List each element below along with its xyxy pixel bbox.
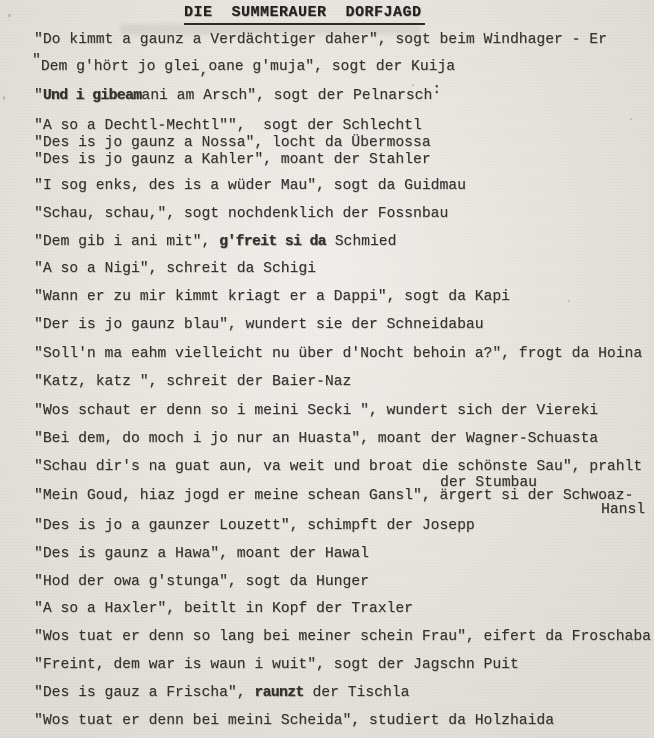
text-line [34, 347, 642, 362]
text-segment: "Wann er zu mir kimmt kriagt er a Dappi", sogt da Kapi [34, 289, 510, 305]
text-line [32, 53, 456, 79]
text-line [34, 404, 598, 419]
text-segment: "Do kimmt a gaunz a Verdächtiger daher", sogt beim Windhager - Er [34, 32, 607, 48]
text-segment: " [34, 88, 43, 104]
text-segment: der Stumbau [440, 475, 537, 491]
text-line [34, 602, 413, 617]
text-segment: Dem g'hört jo glei [40, 59, 200, 75]
text-line [34, 714, 554, 729]
text-segment: oane g'muja", sogt der Kuija [208, 59, 456, 75]
text-line [34, 658, 519, 673]
text-segment: "Wos schaut er denn so i meini Secki ", wundert sich der Viereki [34, 403, 599, 419]
text-segment: "A so a Haxler", beitlt in Kopf der Traxler [34, 601, 413, 617]
text-segment: "Mein Goud, hiaz jogd er meine schean Gansl", ärgert si der Schwoaz- [34, 488, 634, 504]
text-line [34, 153, 431, 168]
text-line [34, 33, 607, 48]
text-line [34, 432, 598, 447]
text-segment: "Katz, katz ", schreit der Baier-Naz [34, 374, 352, 390]
text-segment: "Des is gaunz a Hawa", moant der Hawal [34, 546, 369, 562]
text-segment: "Des is jo gaunz a Kahler", moant der Stahler [34, 152, 431, 168]
text-segment: "Des is gauz a Frischa", [34, 685, 255, 701]
scan-speck [412, 84, 414, 86]
text-segment: "Hod der owa g'stunga", sogt da Hunger [34, 574, 369, 590]
text-segment: der Tischla [303, 685, 410, 701]
text-segment: "Des is jo a gaunzer Louzett", schimpft der Josepp [34, 518, 475, 534]
text-line [34, 179, 466, 194]
text-line [34, 460, 642, 475]
text-line [34, 82, 442, 104]
text-line [34, 207, 448, 222]
text-line [34, 290, 510, 305]
text-segment: "Soll'n ma eahm vielleicht nu über d'Nocht behoin a?", frogt da Hoina [34, 346, 643, 362]
text-line [34, 235, 396, 250]
text-segment: " [32, 53, 41, 69]
text-line [34, 686, 409, 701]
text-line [34, 119, 422, 134]
text-segment: "Wos tuat er denn bei meini Scheida", studiert da Holzhaida [34, 713, 555, 729]
text-line [34, 375, 351, 390]
text-line [34, 547, 369, 562]
text-line [34, 318, 484, 333]
text-segment: "Freint, dem war is waun i wuit", sogt der Jagschn Puit [34, 657, 519, 673]
text-segment: "A so a Dechtl-Mechtl"", sogt der Schlechtl [34, 118, 422, 134]
text-segment: raunzt [254, 685, 304, 701]
text-segment: Hansl [601, 502, 646, 518]
text-line [34, 575, 369, 590]
text-segment: "Des is jo gaunz a Nossa", locht da Übermossa [34, 135, 431, 151]
text-line [34, 136, 431, 151]
text-line [34, 519, 475, 534]
text-segment: Und i gibeam [42, 88, 142, 104]
text-segment: "Schau, schau,", sogt nochdenklich der Fossnbau [34, 206, 449, 222]
scan-speck [630, 118, 632, 120]
text-segment: "Bei dem, do moch i jo nur an Huasta", moant der Wagner-Schuasta [34, 431, 599, 447]
scan-speck [8, 14, 11, 17]
text-line [34, 262, 316, 277]
scan-speck [3, 96, 5, 100]
text-segment: "Schau dir's na guat aun, va weit und broat die schönste Sau", prahlt [34, 459, 643, 475]
text-segment: "A so a Nigi", schreit da Schigi [34, 261, 317, 277]
text-segment: "Der is jo gaunz blau", wundert sie der Schneidabau [34, 317, 484, 333]
text-segment: ani am Arsch", sogt der Pelnarsch [141, 88, 433, 104]
text-segment: g'freit si da [219, 234, 326, 250]
document-title: DIE SUMMERAUER DORFJAGD [184, 4, 425, 25]
text-segment: "Dem gib i ani mit", [34, 234, 220, 250]
text-line [34, 630, 651, 645]
text-segment: : [432, 82, 442, 98]
text-line [601, 503, 645, 518]
text-segment: "I sog enks, des is a wüder Mau", sogt da Guidmau [34, 178, 466, 194]
text-segment: Schmied [325, 234, 397, 250]
text-segment: , [199, 63, 209, 79]
scan-speck [568, 300, 570, 302]
text-segment: "Wos tuat er denn so lang bei meiner schein Frau", eifert da Froschaba [34, 629, 651, 645]
text-line [34, 489, 633, 504]
